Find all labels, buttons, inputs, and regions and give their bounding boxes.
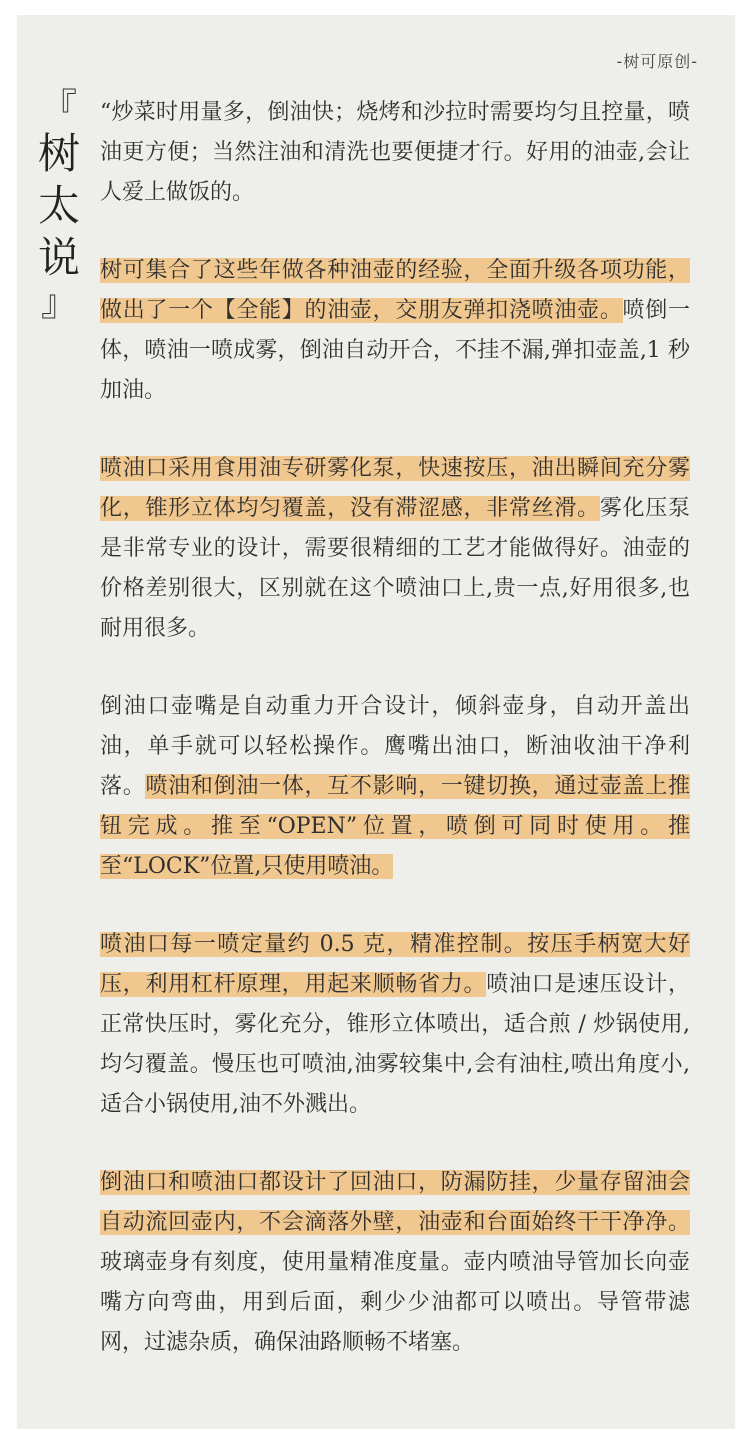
text-segment: 喷倒一体，喷油一喷成雾，倒油自动开合，不挂不漏,弹扣壶盖,1 秒加油。	[100, 298, 690, 403]
text-segment: “炒菜时用量多，倒油快；烧烤和沙拉时需要均匀且控量，喷油更方便；当然注油和清洗也要便捷才行。好用的油壶,会让人爱上做饭的。	[100, 100, 690, 205]
side-title-char: 太	[37, 181, 80, 230]
text-segment: 玻璃壶身有刻度，使用量精准度量。壶内喷油导管加长向壶嘴方向弯曲，用到后面，剩少少油都可以喷出。导管带滤网，过滤杂质，确保油路顺畅不堵塞。	[100, 1250, 690, 1355]
highlighted-text: 倒油口和喷油口都设计了回油口，防漏防挂，少量存留油会自动流回壶内，不会滴落外壁，油壶和台面始终干干净净。	[100, 1170, 690, 1235]
paragraph	[100, 687, 690, 887]
highlighted-text: 喷油口采用食用油专研雾化泵，快速按压，油出瞬间充分雾化，锥形立体均匀覆盖，没有滞涩感，非常丝滑。	[100, 456, 690, 521]
side-title-close-bracket: 』	[40, 283, 77, 324]
article-body	[100, 93, 690, 1401]
text-segment: 倒油口壶嘴是自动重力开合设计，倾斜壶身，自动开盖出油，单手就可以轻松操作。鹰嘴出油口，断油收油干净利落。	[100, 694, 690, 799]
highlighted-text: 喷油口每一喷定量约 0.5 克，精准控制。按压手柄宽大好压，利用杠杆原理，用起来顺畅省力。	[100, 932, 690, 997]
paragraph	[100, 1163, 690, 1363]
side-title	[30, 88, 88, 324]
paragraph	[100, 251, 690, 411]
highlighted-text: 喷油和倒油一体，互不影响，一键切换，通过壶盖上推钮完成。推至“OPEN”位置，喷倒可同时使用。推至“LOCK”位置,只使用喷油。	[100, 774, 690, 879]
brand-tag: -树可原创-	[616, 52, 698, 71]
highlighted-text: 树可集合了这些年做各种油壶的经验，全面升级各项功能，做出了一个【全能】的油壶，交朋友弹扣浇喷油壶。	[100, 258, 690, 323]
side-title-char: 树	[37, 129, 80, 178]
paragraph	[100, 925, 690, 1125]
text-segment: 喷油口是速压设计，正常快压时，雾化充分，锥形立体喷出，适合煎 / 炒锅使用,均匀覆盖。慢压也可喷油,油雾较集中,会有油柱,喷出角度小,适合小锅使用,油不外溅出。	[100, 972, 690, 1117]
side-title-open-bracket: 『	[40, 87, 77, 128]
paragraph	[100, 449, 690, 649]
side-title-char: 说	[37, 233, 80, 282]
text-segment: 雾化压泵是非常专业的设计，需要很精细的工艺才能做得好。油壶的价格差别很大，区别就在这个喷油口上,贵一点,好用很多,也耐用很多。	[100, 496, 690, 641]
paragraph	[100, 93, 690, 213]
